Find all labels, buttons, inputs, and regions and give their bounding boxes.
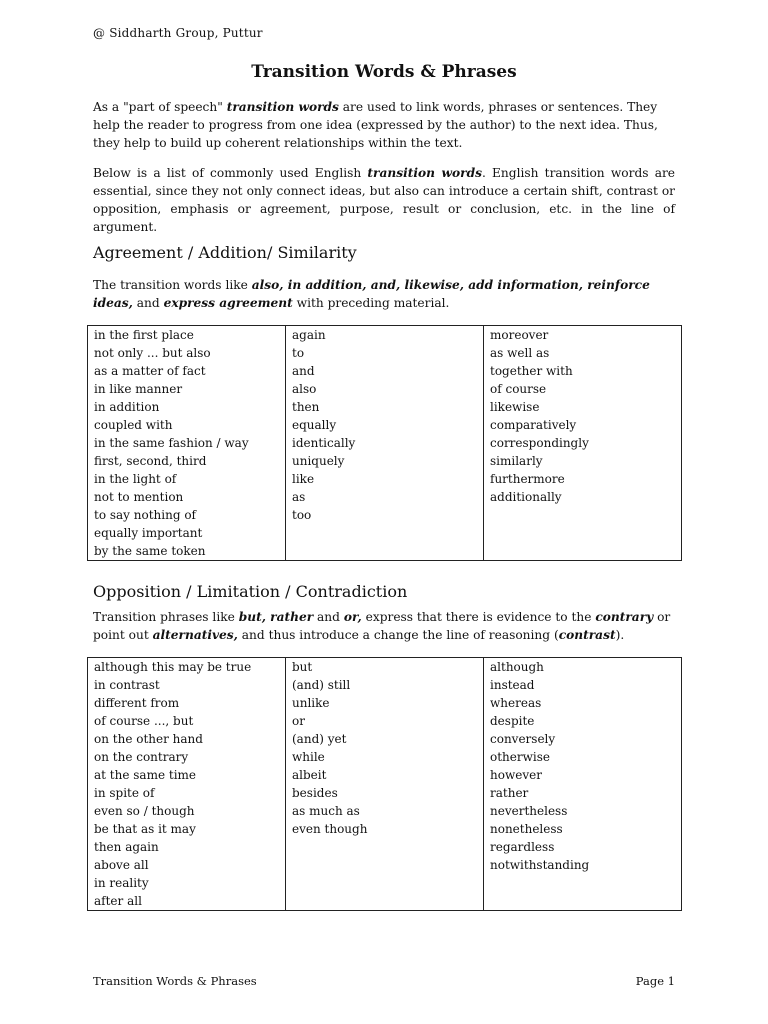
list-item: at the same time xyxy=(94,768,197,782)
list-item: as well as xyxy=(490,346,550,360)
list-item: first, second, third xyxy=(94,454,207,468)
p1-text-a: As a "part of speech" xyxy=(93,100,227,114)
list-item: but xyxy=(292,660,313,674)
list-item: nonetheless xyxy=(490,822,563,836)
list-item: of course ..., but xyxy=(94,714,194,728)
list-item: besides xyxy=(292,786,338,800)
p2-text-c: . English transition words are essential, since they not only connect ideas, but also can introduce a certain shift, contrast or opposition, emphasis or agreement, purpose, result or conclusion, etc. in the line of argument. xyxy=(93,166,675,234)
list-item: moreover xyxy=(490,328,549,342)
list-item: similarly xyxy=(490,454,543,468)
table-row xyxy=(88,658,682,911)
p2-text-a: Below is a list of commonly used English xyxy=(93,166,368,180)
list-item: otherwise xyxy=(490,750,550,764)
list-item: uniquely xyxy=(292,454,345,468)
list-item: (and) yet xyxy=(292,732,347,746)
table-column xyxy=(88,658,286,911)
s2-intro-k: ). xyxy=(615,628,625,642)
list-item: in the same fashion / way xyxy=(94,436,249,450)
table-row xyxy=(88,326,682,561)
s2-intro-g: or point out xyxy=(93,610,671,642)
list-item: to xyxy=(292,346,305,360)
list-item: in contrast xyxy=(94,678,160,692)
table-column xyxy=(484,658,682,911)
list-item: (and) still xyxy=(292,678,351,692)
list-item: together with xyxy=(490,364,573,378)
list-item: although xyxy=(490,660,544,674)
list-item: coupled with xyxy=(94,418,173,432)
list-item: too xyxy=(292,508,312,522)
list-item: above all xyxy=(94,858,149,872)
list-item: like xyxy=(292,472,315,486)
s2-intro-h: alternatives, xyxy=(152,628,238,642)
list-item: not only ... but also xyxy=(94,346,211,360)
list-item: in the light of xyxy=(94,472,177,486)
list-item: correspondingly xyxy=(490,436,589,450)
p1-emphasis: transition words xyxy=(226,100,339,114)
list-item: even so / though xyxy=(94,804,195,818)
list-item: even though xyxy=(292,822,368,836)
list-item: identically xyxy=(292,436,356,450)
list-item: as xyxy=(292,490,306,504)
list-item: in addition xyxy=(94,400,160,414)
s1-intro-a: The transition words like xyxy=(93,278,252,292)
s2-intro-b: but, rather xyxy=(238,610,314,624)
page-header: @ Siddharth Group, Puttur xyxy=(93,26,263,40)
list-item: although this may be true xyxy=(94,660,252,674)
document-title: Transition Words & Phrases xyxy=(251,62,517,82)
p2-emphasis: transition words xyxy=(367,166,482,180)
list-item: or xyxy=(292,714,305,728)
section-heading-agreement: Agreement / Addition/ Similarity xyxy=(93,243,357,262)
s2-intro-j: contrast xyxy=(558,628,616,642)
list-item: not to mention xyxy=(94,490,184,504)
list-item: as a matter of fact xyxy=(94,364,206,378)
list-item: to say nothing of xyxy=(94,508,196,522)
list-item: by the same token xyxy=(94,544,206,558)
s1-intro-c: and xyxy=(132,296,164,310)
s1-intro-d: express agreement xyxy=(163,296,293,310)
agreement-words-table xyxy=(87,325,682,561)
section-heading-opposition: Opposition / Limitation / Contradiction xyxy=(93,582,408,601)
page-number: Page 1 xyxy=(635,974,675,988)
list-item: as much as xyxy=(292,804,360,818)
list-item: notwithstanding xyxy=(490,858,590,872)
list-item: different from xyxy=(94,696,180,710)
list-item: of course xyxy=(490,382,547,396)
list-item: additionally xyxy=(490,490,562,504)
list-item: again xyxy=(292,328,326,342)
list-item: while xyxy=(292,750,325,764)
section-intro-agreement xyxy=(93,276,675,312)
intro-paragraph-2 xyxy=(93,164,675,236)
list-item: instead xyxy=(490,678,535,692)
intro-paragraph-1 xyxy=(93,98,675,152)
s2-intro-e: express that there is evidence to the xyxy=(361,610,596,624)
s1-intro-b: also, in addition, and, likewise, add information, reinforce ideas, xyxy=(93,278,650,310)
table-column xyxy=(88,326,286,561)
list-item: after all xyxy=(94,894,142,908)
list-item: equally important xyxy=(94,526,203,540)
list-item: albeit xyxy=(292,768,327,782)
s2-intro-a: Transition phrases like xyxy=(93,610,239,624)
list-item: and xyxy=(292,364,315,378)
list-item: on the contrary xyxy=(94,750,189,764)
list-item: unlike xyxy=(292,696,330,710)
list-item: nevertheless xyxy=(490,804,568,818)
list-item: then again xyxy=(94,840,159,854)
s1-intro-e: with preceding material. xyxy=(292,296,450,310)
p1-text-c: are used to link words, phrases or sentences. They help the reader to progress from one idea (expressed by the author) to the next idea. Thus, they help to build up coherent relationships within the text. xyxy=(93,100,658,150)
s2-intro-i: and thus introduce a change the line of reasoning ( xyxy=(237,628,559,642)
footer-title: Transition Words & Phrases xyxy=(93,974,257,988)
list-item: also xyxy=(292,382,317,396)
list-item: regardless xyxy=(490,840,555,854)
list-item: on the other hand xyxy=(94,732,203,746)
s2-intro-d: or, xyxy=(343,610,362,624)
list-item: in the first place xyxy=(94,328,194,342)
list-item: comparatively xyxy=(490,418,577,432)
list-item: rather xyxy=(490,786,529,800)
list-item: then xyxy=(292,400,320,414)
table-column xyxy=(286,658,484,911)
section-intro-opposition xyxy=(93,608,675,644)
list-item: be that as it may xyxy=(94,822,196,836)
list-item: in spite of xyxy=(94,786,155,800)
table-column xyxy=(484,326,682,561)
table-column xyxy=(286,326,484,561)
s2-intro-f: contrary xyxy=(595,610,654,624)
list-item: despite xyxy=(490,714,535,728)
list-item: equally xyxy=(292,418,337,432)
list-item: furthermore xyxy=(490,472,565,486)
list-item: conversely xyxy=(490,732,556,746)
list-item: in like manner xyxy=(94,382,183,396)
list-item: however xyxy=(490,768,542,782)
opposition-words-table xyxy=(87,657,682,911)
s2-intro-c: and xyxy=(313,610,344,624)
list-item: in reality xyxy=(94,876,149,890)
list-item: likewise xyxy=(490,400,540,414)
list-item: whereas xyxy=(490,696,542,710)
